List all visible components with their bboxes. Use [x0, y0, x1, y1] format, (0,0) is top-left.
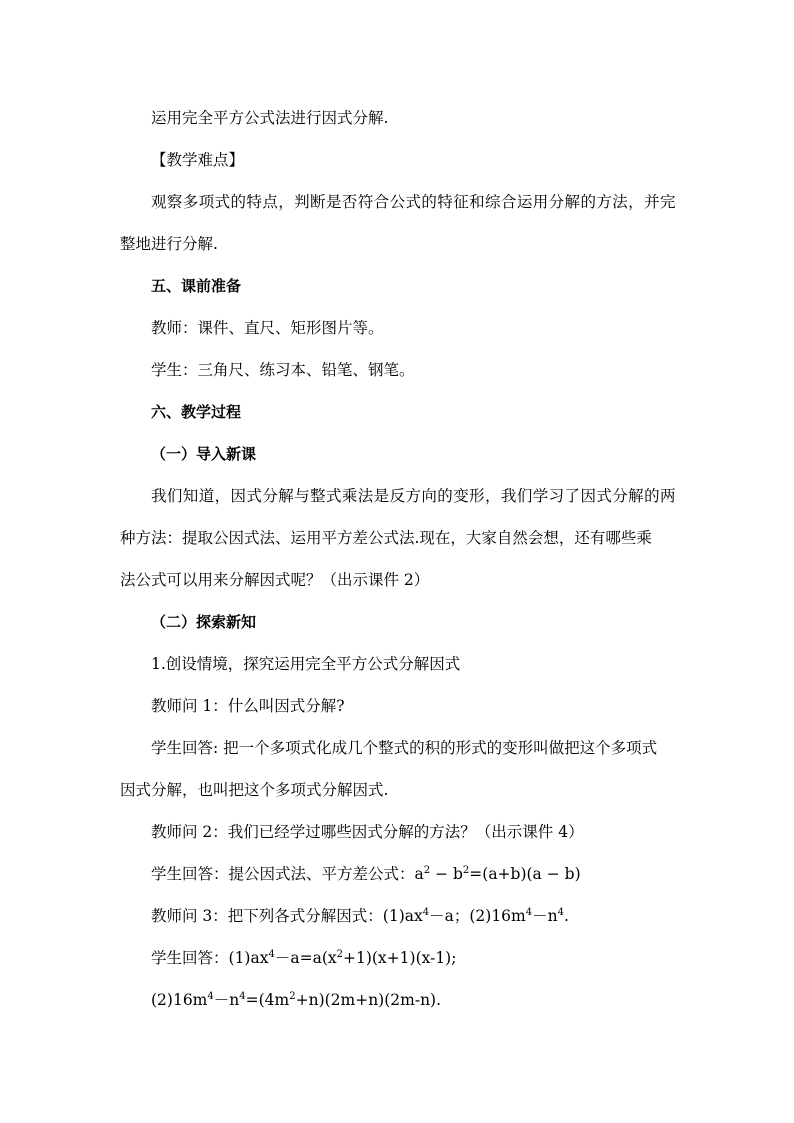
- answer-formula-1: $(1)ax^4-a=a(x^2+1)(x+1)(x-1)$;: [228, 949, 457, 967]
- difficulty-paragraph-line-2: 整地进行分解.: [120, 235, 218, 253]
- student-answer-2: 学生回答：提公因式法、平方差公式：$a^2 - b^2=(a+b)(a - b)$: [151, 865, 581, 883]
- teacher-question-2: 教师问 2：我们已经学过哪些因式分解的方法？（出示课件 4）: [151, 823, 584, 841]
- teacher-question-1: 教师问 1：什么叫因式分解?: [151, 697, 345, 715]
- student-answer-1-line-2: 因式分解，也叫把这个多项式分解因式.: [120, 781, 389, 799]
- exercise-expressions: $(1)ax^4-a$；$(2)16m^4-n^4$.: [382, 907, 569, 925]
- student-answer-3: 学生回答：$(1)ax^4-a=a(x^2+1)(x+1)(x-1)$;: [151, 949, 457, 967]
- difficulty-paragraph-line-1: 观察多项式的特点，判断是否符合公式的特征和综合运用分解的方法，并完: [151, 193, 676, 211]
- heading-section-6: 六、教学过程: [151, 403, 242, 421]
- heading-explore: （二）探索新知: [151, 613, 257, 631]
- heading-section-5: 五、课前准备: [151, 277, 242, 295]
- answer-formula-2: $(2)16m^4-n^4=(4m^2+n)(2m+n)(2m-n)$.: [151, 991, 442, 1009]
- method-statement: 运用完全平方公式法进行因式分解.: [151, 109, 389, 127]
- intro-paragraph-line-3: 法公式可以用来分解因式呢？（出示课件 2）: [120, 571, 430, 589]
- formula-difference-of-squares: $a^2 - b^2=(a+b)(a - b)$: [414, 865, 581, 883]
- step-1-title: 1.创设情境，探究运用完全平方公式分解因式: [151, 655, 461, 673]
- teacher-question-3: 教师问 3：把下列各式分解因式：$(1)ax^4-a$；$(2)16m^4-n^4$.: [151, 907, 569, 925]
- student-answer-1-line-1: 学生回答: 把一个多项式化成几个整式的积的形式的变形叫做把这个多项式: [151, 739, 658, 757]
- heading-difficulty: 【教学难点】: [151, 151, 245, 169]
- intro-paragraph-line-1: 我们知道，因式分解与整式乘法是反方向的变形，我们学习了因式分解的两: [151, 487, 676, 505]
- teacher-preparation: 教师：课件、直尺、矩形图片等。: [151, 319, 384, 337]
- intro-paragraph-line-2: 种方法：提取公因式法、运用平方差公式法.现在，大家自然会想，还有哪些乘: [120, 529, 652, 547]
- heading-introduction: （一）导入新课: [151, 445, 257, 463]
- student-preparation: 学生：三角尺、练习本、铅笔、钢笔。: [151, 361, 415, 379]
